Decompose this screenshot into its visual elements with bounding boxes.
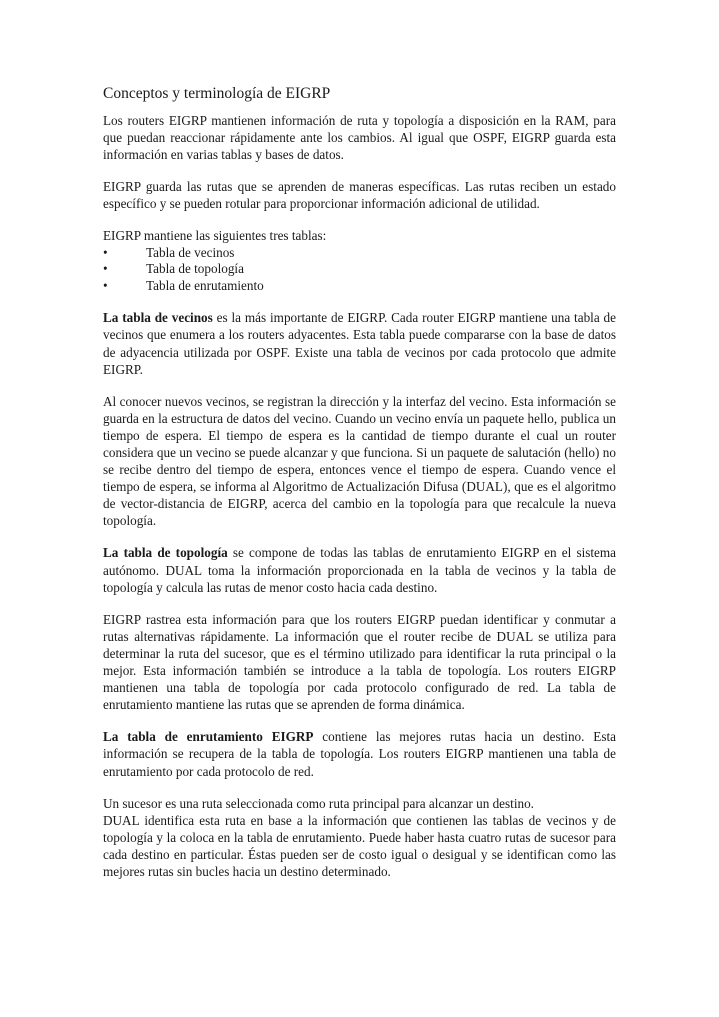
paragraph-neighbor-table — [103, 309, 616, 377]
topology-table-text: se compone de todas las tablas de enrutamiento EIGRP en el sistema autónomo. DUAL toma la información proporcionada en la tabla de vecinos y la tabla de topología y calcula las rutas de menor costo hacia cada destino. — [103, 545, 617, 595]
bullet-icon: • — [103, 277, 108, 293]
topology-table-term: La tabla de topología — [103, 545, 228, 561]
paragraph-routing-table — [103, 728, 616, 779]
list-item-label: Tabla de vecinos — [146, 244, 235, 260]
tables-list — [103, 245, 616, 295]
paragraph-successor-tracking: EIGRP rastrea esta información para que los routers EIGRP puedan identificar y conmutar a rutas alternativas rápidamente. La información que el router recibe de DUAL se utiliza para determinar la ruta del sucesor, que es el término utilizado para identificar la ruta principal o la mejor. Esta información también se introduce a la tabla de topología. Los routers EIGRP mantienen una tabla de topología por cada protocolo configurado de red. La tabla de enrutamiento mantiene las rutas que se aprenden de forma dinámica. — [103, 611, 616, 713]
paragraph-route-states: EIGRP guarda las rutas que se aprenden de maneras específicas. Las rutas reciben un estado específico y se pueden rotular para proporcionar información adicional de utilidad. — [103, 179, 616, 212]
list-item — [103, 278, 616, 295]
paragraph-hold-time: Al conocer nuevos vecinos, se registran la dirección y la interfaz del vecino. Esta información se guarda en la estructura de datos del vecino. Cuando un vecino envía un paquete hello, publica un tiempo de espera. El tiempo de espera es la cantidad de tiempo durante el cual un router considera que un vecino se puede alcanzar y que funciona. Si un paquete de salutación (hello) no se recibe dentro del tiempo de espera, entonces vence el tiempo de espera. Cuando vence el tiempo de espera, se informa al Algoritmo de Actualización Difusa (DUAL), que es el algoritmo de vector-distancia de EIGRP, acerca del cambio en la topología para que recalcule la nueva topología. — [103, 393, 616, 529]
list-item — [103, 245, 616, 262]
paragraph-tables-intro: EIGRP mantiene las siguientes tres tablas: — [103, 228, 327, 244]
neighbor-table-term: La tabla de vecinos — [103, 310, 213, 326]
bullet-icon: • — [103, 261, 108, 277]
paragraph-dual-successor: DUAL identifica esta ruta en base a la información que contienen las tablas de vecinos y de topología y la coloca en la tabla de enrutamiento. Puede haber hasta cuatro rutas de sucesor para cada destino en particular. Éstas pueden ser de costo igual o desigual y se identifican como las mejores rutas sin bucles hacia un destino determinado. — [103, 812, 616, 879]
list-item-label: Tabla de enrutamiento — [146, 277, 264, 293]
routing-table-term: La tabla de enrutamiento EIGRP — [103, 729, 314, 745]
paragraph-intro: Los routers EIGRP mantienen información de ruta y topología a disposición en la RAM, para que puedan reaccionar rápidamente ante los cambios. Al igual que OSPF, EIGRP guarda esta información en varias tablas y bases de datos. — [103, 113, 616, 163]
document-page — [103, 84, 616, 895]
list-item-label: Tabla de topología — [146, 261, 244, 277]
neighbor-table-text: es la más importante de EIGRP. Cada router EIGRP mantiene una tabla de vecinos que enumera a los routers adyacentes. Esta tabla puede compararse con la base de datos de adyacencia utilizada por OSPF. Existe una tabla de vecinos por cada protocolo que admite EIGRP. — [103, 310, 616, 377]
routing-table-text: contiene las mejores rutas hacia un destino. Esta información se recupera de la tabla de topología. Los routers EIGRP mantienen una tabla de enrutamiento por cada protocolo de red. — [103, 729, 616, 779]
list-item — [103, 261, 616, 278]
document-title: Conceptos y terminología de EIGRP — [103, 85, 331, 102]
bullet-icon: • — [103, 244, 108, 260]
paragraph-topology-table — [103, 544, 616, 595]
paragraph-successor-definition: Un sucesor es una ruta seleccionada como ruta principal para alcanzar un destino. — [103, 795, 534, 811]
